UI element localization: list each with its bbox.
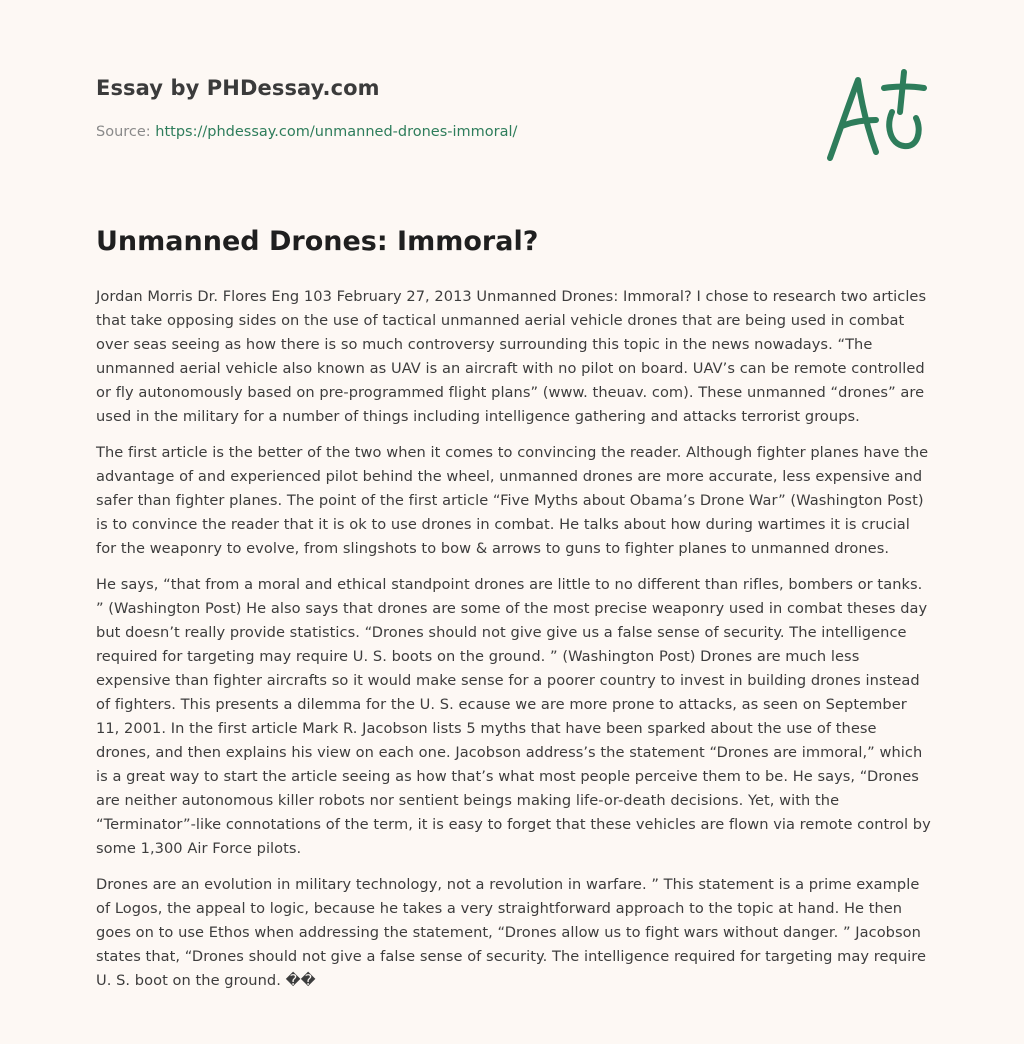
paragraph: Jordan Morris Dr. Flores Eng 103 February 27, 2013 Unmanned Drones: Immoral? I chose to research two articles that take opposing sides on the use of tactical unmanned aerial vehicle drones that are being used in combat over seas seeing as how there is so much controversy surrounding this topic in the news nowadays. “The unmanned aerial vehicle also known as UAV is an aircraft with no pilot on board. UAV’s can be remote controlled or fly autonomously based on pre-programmed flight plans” (www. theuav. com). These unmanned “drones” are used in the military for a number of things including intelligence gathering and attacks terrorist groups. [96, 288, 927, 425]
paragraph: He says, “that from a moral and ethical standpoint drones are little to no different than rifles, bombers or tanks. ” (Washington Post) He also says that drones are some of the most precise weaponry used in combat theses day but doesn’t really provide statistics. “Drones should not give give us a false sense of security. The intelligence required for targeting may require U. S. boots on the ground. ” (Washington Post) Drones are much less expensive than fighter aircrafts so it would make sense for a poorer country to invest in building drones instead of fighters. This presents a dilemma for the U. S. ecause we are more prone to attacks, as seen on September 11, 2001. In the first article Mark R. Jacobson lists 5 myths that have been sparked about the use of these drones, and then explains his view on each one. Jacobson address’s the statement “Drones are immoral,” which is a great way to start the article seeing as how that’s what most people perceive them to be. He says, “Drones are neither autonomous killer robots nor sentient beings making life-or-death decisions. Yet, with the “Terminator”-like connotations of the term, it is easy to forget that these vehicles are flown via remote control by some 1,300 Air Force pilots. [96, 576, 931, 857]
a-plus-logo-icon [818, 66, 930, 166]
source-link[interactable]: https://phdessay.com/unmanned-drones-immoral/ [155, 124, 518, 140]
essay-title: Unmanned Drones: Immoral? [96, 226, 539, 257]
paragraph: The first article is the better of the two when it comes to convincing the reader. Although fighter planes have the advantage of and experienced pilot behind the wheel, unmanned drones are more accurate, less expensive and safer than fighter planes. The point of the first article “Five Myths about Obama’s Drone War” (Washington Post) is to convince the reader that it is ok to use drones in combat. He talks about how during wartimes it is crucial for the weaponry to evolve, from slingshots to bow & arrows to guns to fighter planes to unmanned drones. [96, 444, 929, 557]
source-label: Source: [96, 124, 156, 140]
source-line [96, 124, 517, 140]
site-header-title: Essay by PHDessay.com [96, 76, 380, 100]
essay-body [96, 285, 932, 1005]
paragraph: Drones are an evolution in military technology, not a revolution in warfare. ” This statement is a prime example of Logos, the appeal to logic, because he takes a very straightforward approach to the topic at hand. He then goes on to use Ethos when addressing the statement, “Drones allow us to fight wars without danger. ” Jacobson states that, “Drones should not give a false sense of security. The intelligence required for targeting may require U. S. boot on the ground. �� [96, 876, 927, 989]
